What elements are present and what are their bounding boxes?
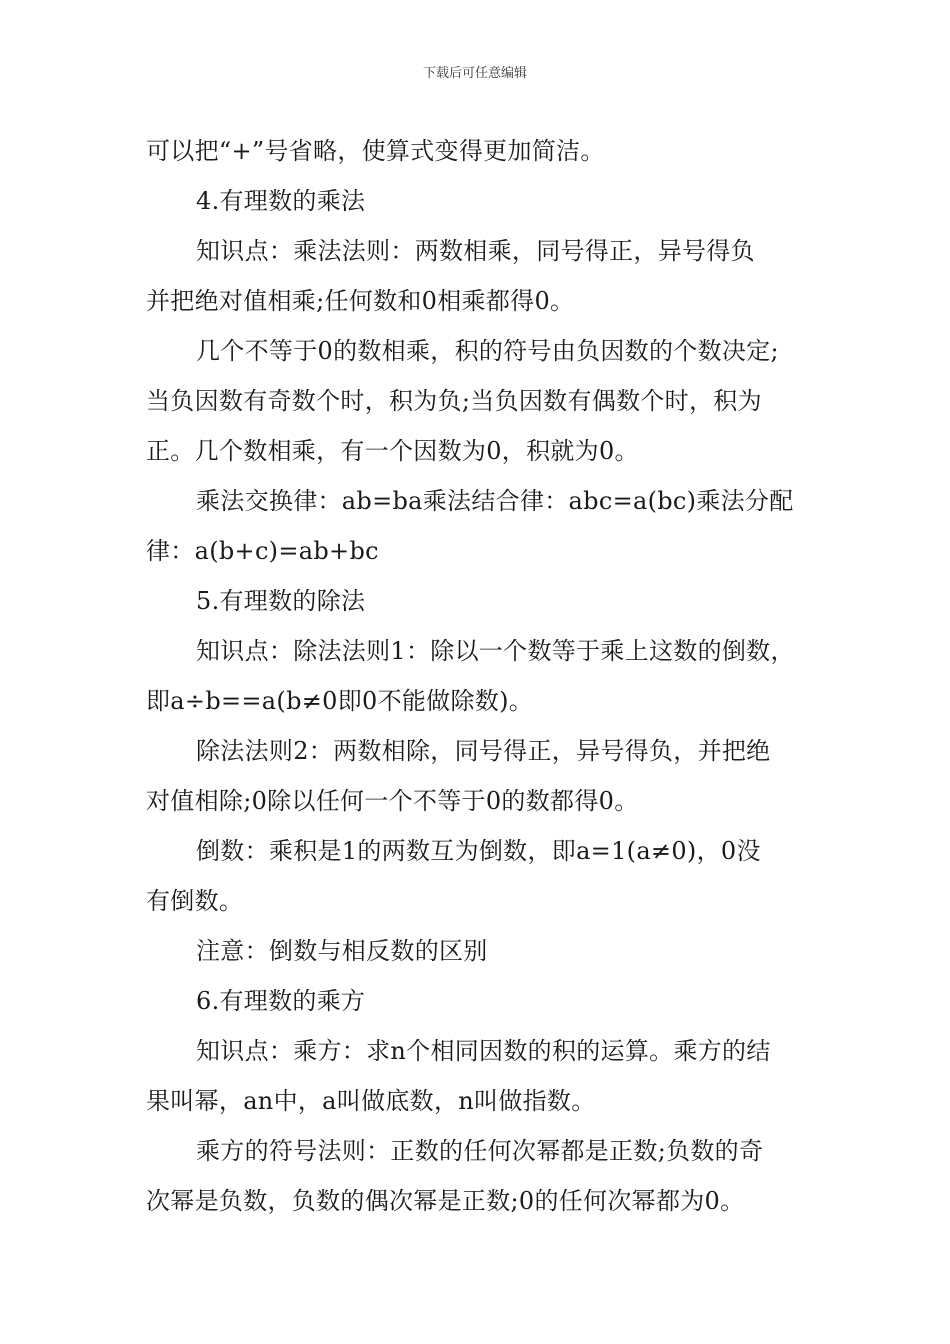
text-line: 乘方的符号法则：正数的任何次幂都是正数;负数的奇 (196, 1137, 764, 1165)
text-line: 知识点：乘方：求n个相同因数的积的运算。乘方的结 (196, 1037, 771, 1065)
text-line: 除法法则2：两数相除，同号得正，异号得负，并把绝 (196, 737, 771, 765)
text-line: 次幂是负数，负数的偶次幂是正数;0的任何次幂都为0。 (146, 1187, 745, 1215)
section-heading: 4.有理数的乘法 (196, 187, 366, 215)
text-line: 即a÷b==a(b≠0即0不能做除数)。 (146, 687, 534, 715)
text-line: 果叫幂，an中，a叫做底数，n叫做指数。 (146, 1087, 596, 1115)
section-heading: 6.有理数的乘方 (196, 987, 366, 1015)
text-line: 并把绝对值相乘;任何数和0相乘都得0。 (146, 287, 575, 315)
text-line: 知识点：除法法则1：除以一个数等于乘上这数的倒数， (196, 637, 795, 665)
text-line: 倒数：乘积是1的两数互为倒数，即a=1(a≠0)，0没 (196, 837, 761, 865)
text-line: 乘法交换律：ab=ba乘法结合律：abc=a(bc)乘法分配 (196, 487, 794, 515)
text-line: 注意：倒数与相反数的区别 (196, 937, 488, 965)
document-body (146, 126, 816, 1226)
text-line: 知识点：乘法法则：两数相乘，同号得正，异号得负 (196, 237, 755, 265)
text-line: 可以把“+”号省略，使算式变得更加简洁。 (146, 137, 605, 165)
text-line: 正。几个数相乘，有一个因数为0，积就为0。 (146, 437, 639, 465)
text-line: 几个不等于0的数相乘，积的符号由负因数的个数决定; (196, 337, 779, 365)
text-line: 当负因数有奇数个时，积为负;当负因数有偶数个时，积为 (146, 387, 762, 415)
text-line: 对值相除;0除以任何一个不等于0的数都得0。 (146, 787, 639, 815)
page-header-note: 下载后可任意编辑 (422, 66, 527, 81)
text-line: 有倒数。 (146, 887, 244, 915)
text-line: 律：a(b+c)=ab+bc (146, 537, 379, 565)
section-heading: 5.有理数的除法 (196, 587, 366, 615)
